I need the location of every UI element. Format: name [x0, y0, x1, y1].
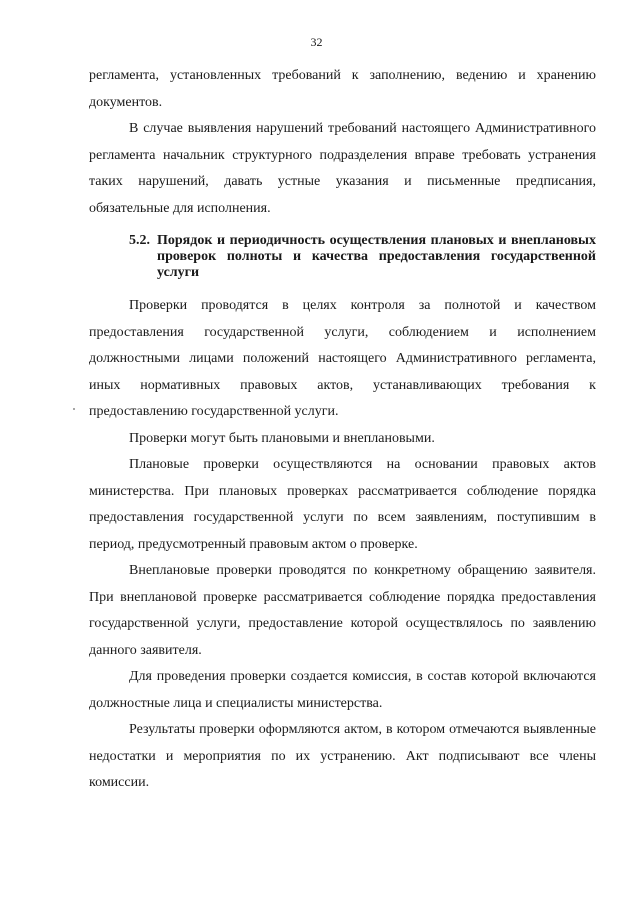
paragraph-inspection-results: Результаты проверки оформляются актом, в котором отмечаются выявленные недостатки и мероприятия по их устранению. Акт подписывают все члены комиссии.	[89, 722, 596, 790]
page-number: 32	[310, 35, 323, 49]
paragraph-inspection-types: Проверки могут быть плановыми и внеплановыми.	[129, 430, 435, 446]
section-number: 5.2.	[129, 233, 150, 248]
section-title: Порядок и периодичность осуществления плановых и внеплановых проверок полноты и качества предоставления государственной услуги	[157, 233, 596, 280]
section-heading	[89, 233, 596, 281]
paragraph-continuation: регламента, установленных требований к заполнению, ведению и хранению документов.	[89, 68, 596, 110]
paragraph-commission: Для проведения проверки создается комиссия, в состав которой включаются должностные лица и специалисты министерства.	[89, 669, 596, 711]
paragraph-planned-inspections: Плановые проверки осуществляются на основании правовых актов министерства. При плановых проверках рассматривается соблюдение порядка предоставления государственной услуги по всем заявлениям, поступившим в период, предусмотренный правовым актом о проверке.	[89, 457, 596, 552]
paragraph-inspection-purpose: Проверки проводятся в целях контроля за полнотой и качеством предоставления государственной услуги, соблюдением и исполнением должностными лицами положений настоящего Административного регламента, иных нормативных правовых актов, устанавливающих требования к предоставлению государственной услуги.	[89, 298, 596, 419]
paragraph-violations: В случае выявления нарушений требований настоящего Административного регламента начальник структурного подразделения вправе требовать устранения таких нарушений, давать устные указания и письменные предписания, обязательные для исполнения.	[89, 121, 596, 216]
paragraph-unplanned-inspections: Внеплановые проверки проводятся по конкретному обращению заявителя. При внеплановой проверке рассматривается соблюдение порядка предоставления государственной услуги, предоставление которой осуществлялось по заявлению данного заявителя.	[89, 563, 596, 658]
scan-speck	[73, 408, 75, 410]
document-body	[89, 63, 596, 797]
